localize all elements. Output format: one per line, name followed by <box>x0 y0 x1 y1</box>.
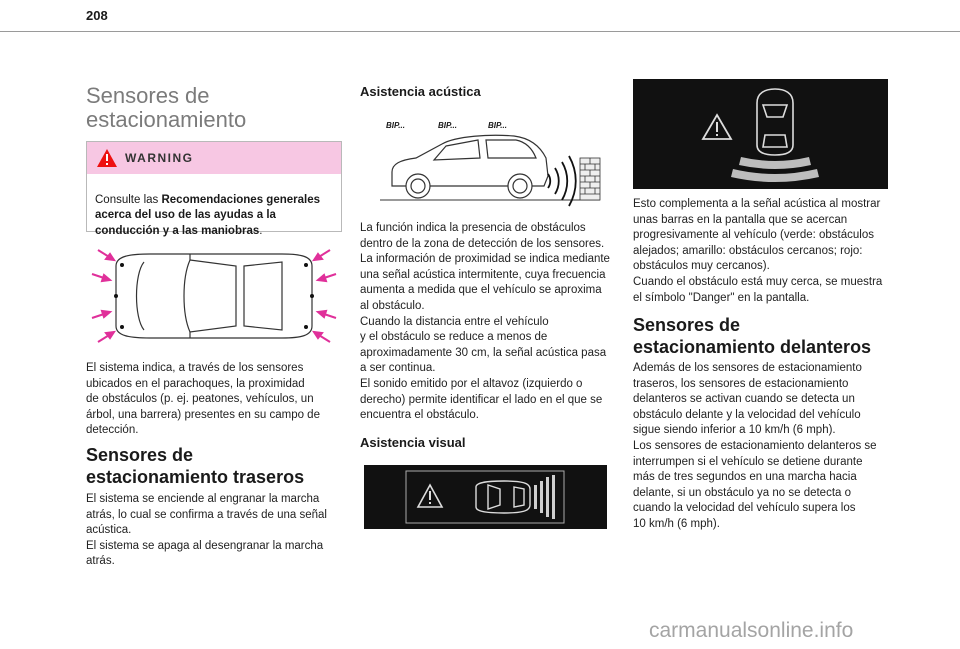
main-title-line2: estacionamiento <box>86 107 247 132</box>
acoustic-paragraph: La función indica la presencia de obstáculos dentro de la zona de detección de los sensores. La información de proximidad se indica mediante una señal acústica intermitente, cuya frecuencia aumenta a medida que el vehículo se aproxima al obstáculo. Cuando la distancia entre el vehículo y el obstáculo se reduce a menos de aproximadamente 30 cm, la señal acústica pasa a ser continua. El sonido emitido por el altavoz (izquierdo o derecho) permite identificar el lado en el que se encuentra el obstáculo. <box>360 222 610 422</box>
danger-icon-large <box>703 115 731 139</box>
page-number: 208 <box>86 8 108 23</box>
beep-label-3: BIP... <box>488 121 507 130</box>
front-sensors-paragraph: Además de los sensores de estacionamiento traseros, los sensores de estacionamiento delanteros se activan cuando se detecta un obstáculo delante y la velocidad del vehículo sigue siendo inferior a 10 km/h (6 mph). Los sensores de estacionamiento delanteros se interrumpen si el vehículo se detiene durante más de tres segundos en una marcha hacia delante, si un obstáculo ya no se detecta o cuando la velocidad del vehículo supera los 10 km/h (6 mph). <box>633 362 877 530</box>
warning-box <box>86 141 342 237</box>
warning-text <box>95 193 335 240</box>
top-rule <box>0 31 960 32</box>
acoustic-diagram <box>360 114 616 210</box>
car-top-view <box>116 254 312 338</box>
acoustic-title: Asistencia acústica <box>360 84 481 99</box>
rear-title-line2: estacionamiento traseros <box>86 467 305 487</box>
intro-paragraph: El sistema indica, a través de los sensores ubicados en el parachoques, la proximidad de obstáculos (p. ej. peatones, vehículos, un árbol, una barrera) presentes en su campo de detección. <box>86 362 320 437</box>
warning-label: WARNING <box>125 151 194 165</box>
front-title-line1: Sensores de <box>633 315 741 335</box>
watermark: carmanualsonline.info <box>649 619 854 642</box>
sound-waves <box>548 156 576 206</box>
warning-text-prefix: Consulte las <box>95 193 162 206</box>
visual-paragraph: Esto complementa a la señal acústica al mostrar unas barras en la pantalla que se acercan progresivamente al vehículo (verde: obstáculos alejados; amarillo: obstáculos cercanos; rojo: obstáculos muy cercanos). Cuando el obstáculo está muy cerca, se muestra el símbolo "Danger" en la pantalla. <box>633 198 883 304</box>
car-top-icon <box>476 481 530 513</box>
warning-icon <box>96 148 118 168</box>
rear-proximity-arcs <box>731 157 819 182</box>
front-sensors-title <box>633 314 871 358</box>
warning-text-bold: Recomendaciones generales acerca del uso de las ayudas a la conducción y a las maniobras <box>95 193 320 237</box>
car-rear-top-icon <box>757 89 793 155</box>
visual-display-large <box>633 79 888 189</box>
main-title <box>86 84 246 132</box>
beep-label-1: BIP... <box>386 121 405 130</box>
beep-label-2: BIP... <box>438 121 457 130</box>
rear-sensors-title <box>86 444 304 488</box>
car-sensors-diagram <box>86 244 342 348</box>
main-title-line1: Sensores de <box>86 83 210 108</box>
danger-icon <box>418 485 442 507</box>
sensor-dots <box>114 263 314 329</box>
rear-title-line1: Sensores de <box>86 445 194 465</box>
sensor-arrows <box>92 250 336 342</box>
visual-title: Asistencia visual <box>360 435 466 450</box>
warning-text-suffix: . <box>259 224 263 237</box>
rear-sensors-paragraph: El sistema se enciende al engranar la marcha atrás, lo cual se confirma a través de una señal acústica. El sistema se apaga al desengranar la marcha atrás. <box>86 493 327 568</box>
car-body <box>392 135 548 198</box>
visual-display-small <box>364 465 607 529</box>
warning-header <box>87 142 341 174</box>
front-title-line2: estacionamiento delanteros <box>633 337 872 357</box>
proximity-bars <box>534 475 555 519</box>
brick-wall <box>580 158 600 200</box>
car-side-view <box>360 114 616 210</box>
